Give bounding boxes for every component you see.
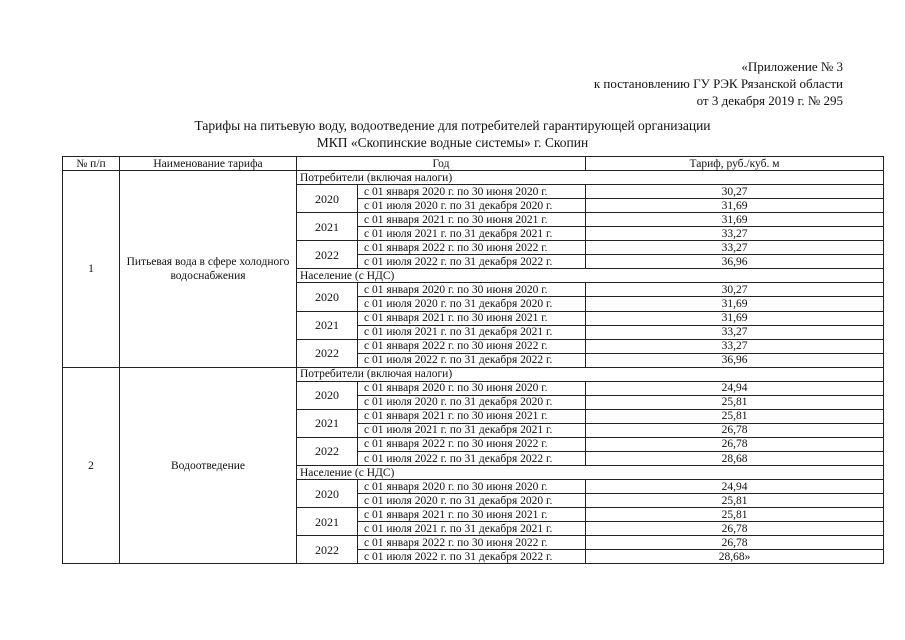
year-cell: 2022	[297, 437, 358, 465]
consumer-group-label: Потребители (включая налоги)	[297, 171, 884, 185]
year-cell: 2020	[297, 381, 358, 409]
period-cell: с 01 июля 2020 г. по 31 декабря 2020 г.	[358, 297, 586, 311]
annex-line-3: от 3 декабря 2019 г. № 295	[696, 93, 843, 108]
tariff-value-cell: 30,27	[586, 283, 884, 297]
period-cell: с 01 января 2020 г. по 30 июня 2020 г.	[358, 283, 586, 297]
tariff-value-cell: 26,78	[586, 536, 884, 550]
tariff-value-cell: 31,69	[586, 297, 884, 311]
year-cell: 2021	[297, 409, 358, 437]
section-tariff-name: Питьевая вода в сфере холодного водоснабжения	[120, 171, 297, 368]
header-tariff-value: Тариф, руб./куб. м	[586, 157, 884, 171]
period-cell: с 01 января 2022 г. по 30 июня 2022 г.	[358, 437, 586, 451]
tariff-table	[62, 156, 884, 564]
tariff-value-cell: 36,96	[586, 353, 884, 367]
tariff-value-cell: 28,68»	[586, 550, 884, 564]
period-cell: с 01 января 2022 г. по 30 июня 2022 г.	[358, 339, 586, 353]
annex-line-1: «Приложение № 3	[741, 59, 843, 74]
tariff-value-cell: 30,27	[586, 185, 884, 199]
period-cell: с 01 июля 2020 г. по 31 декабря 2020 г.	[358, 199, 586, 213]
section-number: 1	[63, 171, 120, 368]
year-cell: 2022	[297, 339, 358, 367]
consumer-group-label: Население (с НДС)	[297, 466, 884, 480]
period-cell: с 01 января 2020 г. по 30 июня 2020 г.	[358, 185, 586, 199]
period-cell: с 01 января 2020 г. по 30 июня 2020 г.	[358, 480, 586, 494]
tariff-value-cell: 26,78	[586, 423, 884, 437]
period-cell: с 01 июля 2021 г. по 31 декабря 2021 г.	[358, 325, 586, 339]
period-cell: с 01 июля 2021 г. по 31 декабря 2021 г.	[358, 522, 586, 536]
annex-header	[594, 58, 843, 109]
period-cell: с 01 января 2022 г. по 30 июня 2022 г.	[358, 241, 586, 255]
period-cell: с 01 июля 2022 г. по 31 декабря 2022 г.	[358, 353, 586, 367]
period-cell: с 01 января 2021 г. по 30 июня 2021 г.	[358, 409, 586, 423]
period-cell: с 01 июля 2020 г. по 31 декабря 2020 г.	[358, 494, 586, 508]
document-title	[0, 117, 905, 151]
period-cell: с 01 июля 2022 г. по 31 декабря 2022 г.	[358, 550, 586, 564]
tariff-value-cell: 33,27	[586, 227, 884, 241]
tariff-value-cell: 31,69	[586, 199, 884, 213]
year-cell: 2022	[297, 536, 358, 564]
group-row	[63, 367, 884, 381]
year-cell: 2020	[297, 283, 358, 311]
period-cell: с 01 июля 2022 г. по 31 декабря 2022 г.	[358, 451, 586, 465]
tariff-value-cell: 31,69	[586, 311, 884, 325]
tariff-value-cell: 33,27	[586, 339, 884, 353]
period-cell: с 01 июля 2022 г. по 31 декабря 2022 г.	[358, 255, 586, 269]
tariff-value-cell: 26,78	[586, 437, 884, 451]
section-tariff-name: Водоотведение	[120, 367, 297, 564]
group-row	[63, 171, 884, 185]
header-number: № п/п	[63, 157, 120, 171]
tariff-value-cell: 31,69	[586, 213, 884, 227]
consumer-group-label: Население (с НДС)	[297, 269, 884, 283]
tariff-value-cell: 36,96	[586, 255, 884, 269]
year-cell: 2021	[297, 213, 358, 241]
tariff-value-cell: 24,94	[586, 480, 884, 494]
annex-line-2: к постановлению ГУ РЭК Рязанской области	[593, 76, 843, 91]
period-cell: с 01 июля 2021 г. по 31 декабря 2021 г.	[358, 423, 586, 437]
year-cell: 2021	[297, 311, 358, 339]
tariff-value-cell: 33,27	[586, 325, 884, 339]
section-number: 2	[63, 367, 120, 564]
title-line-2: МКП «Скопинские водные системы» г. Скопин	[316, 135, 589, 150]
header-year: Год	[297, 157, 586, 171]
tariff-value-cell: 28,68	[586, 451, 884, 465]
tariff-value-cell: 25,81	[586, 494, 884, 508]
title-line-1: Тарифы на питьевую воду, водоотведение для потребителей гарантирующей организации	[194, 118, 711, 133]
tariff-value-cell: 25,81	[586, 395, 884, 409]
year-cell: 2020	[297, 185, 358, 213]
period-cell: с 01 января 2021 г. по 30 июня 2021 г.	[358, 213, 586, 227]
year-cell: 2021	[297, 508, 358, 536]
consumer-group-label: Потребители (включая налоги)	[297, 367, 884, 381]
tariff-value-cell: 33,27	[586, 241, 884, 255]
tariff-value-cell: 24,94	[586, 381, 884, 395]
tariff-value-cell: 25,81	[586, 508, 884, 522]
period-cell: с 01 января 2021 г. по 30 июня 2021 г.	[358, 311, 586, 325]
tariff-value-cell: 25,81	[586, 409, 884, 423]
header-tariff-name: Наименование тарифа	[120, 157, 297, 171]
period-cell: с 01 января 2022 г. по 30 июня 2022 г.	[358, 536, 586, 550]
year-cell: 2020	[297, 480, 358, 508]
table-header-row	[63, 157, 884, 171]
period-cell: с 01 января 2021 г. по 30 июня 2021 г.	[358, 508, 586, 522]
period-cell: с 01 января 2020 г. по 30 июня 2020 г.	[358, 381, 586, 395]
period-cell: с 01 июля 2021 г. по 31 декабря 2021 г.	[358, 227, 586, 241]
tariff-value-cell: 26,78	[586, 522, 884, 536]
period-cell: с 01 июля 2020 г. по 31 декабря 2020 г.	[358, 395, 586, 409]
year-cell: 2022	[297, 241, 358, 269]
